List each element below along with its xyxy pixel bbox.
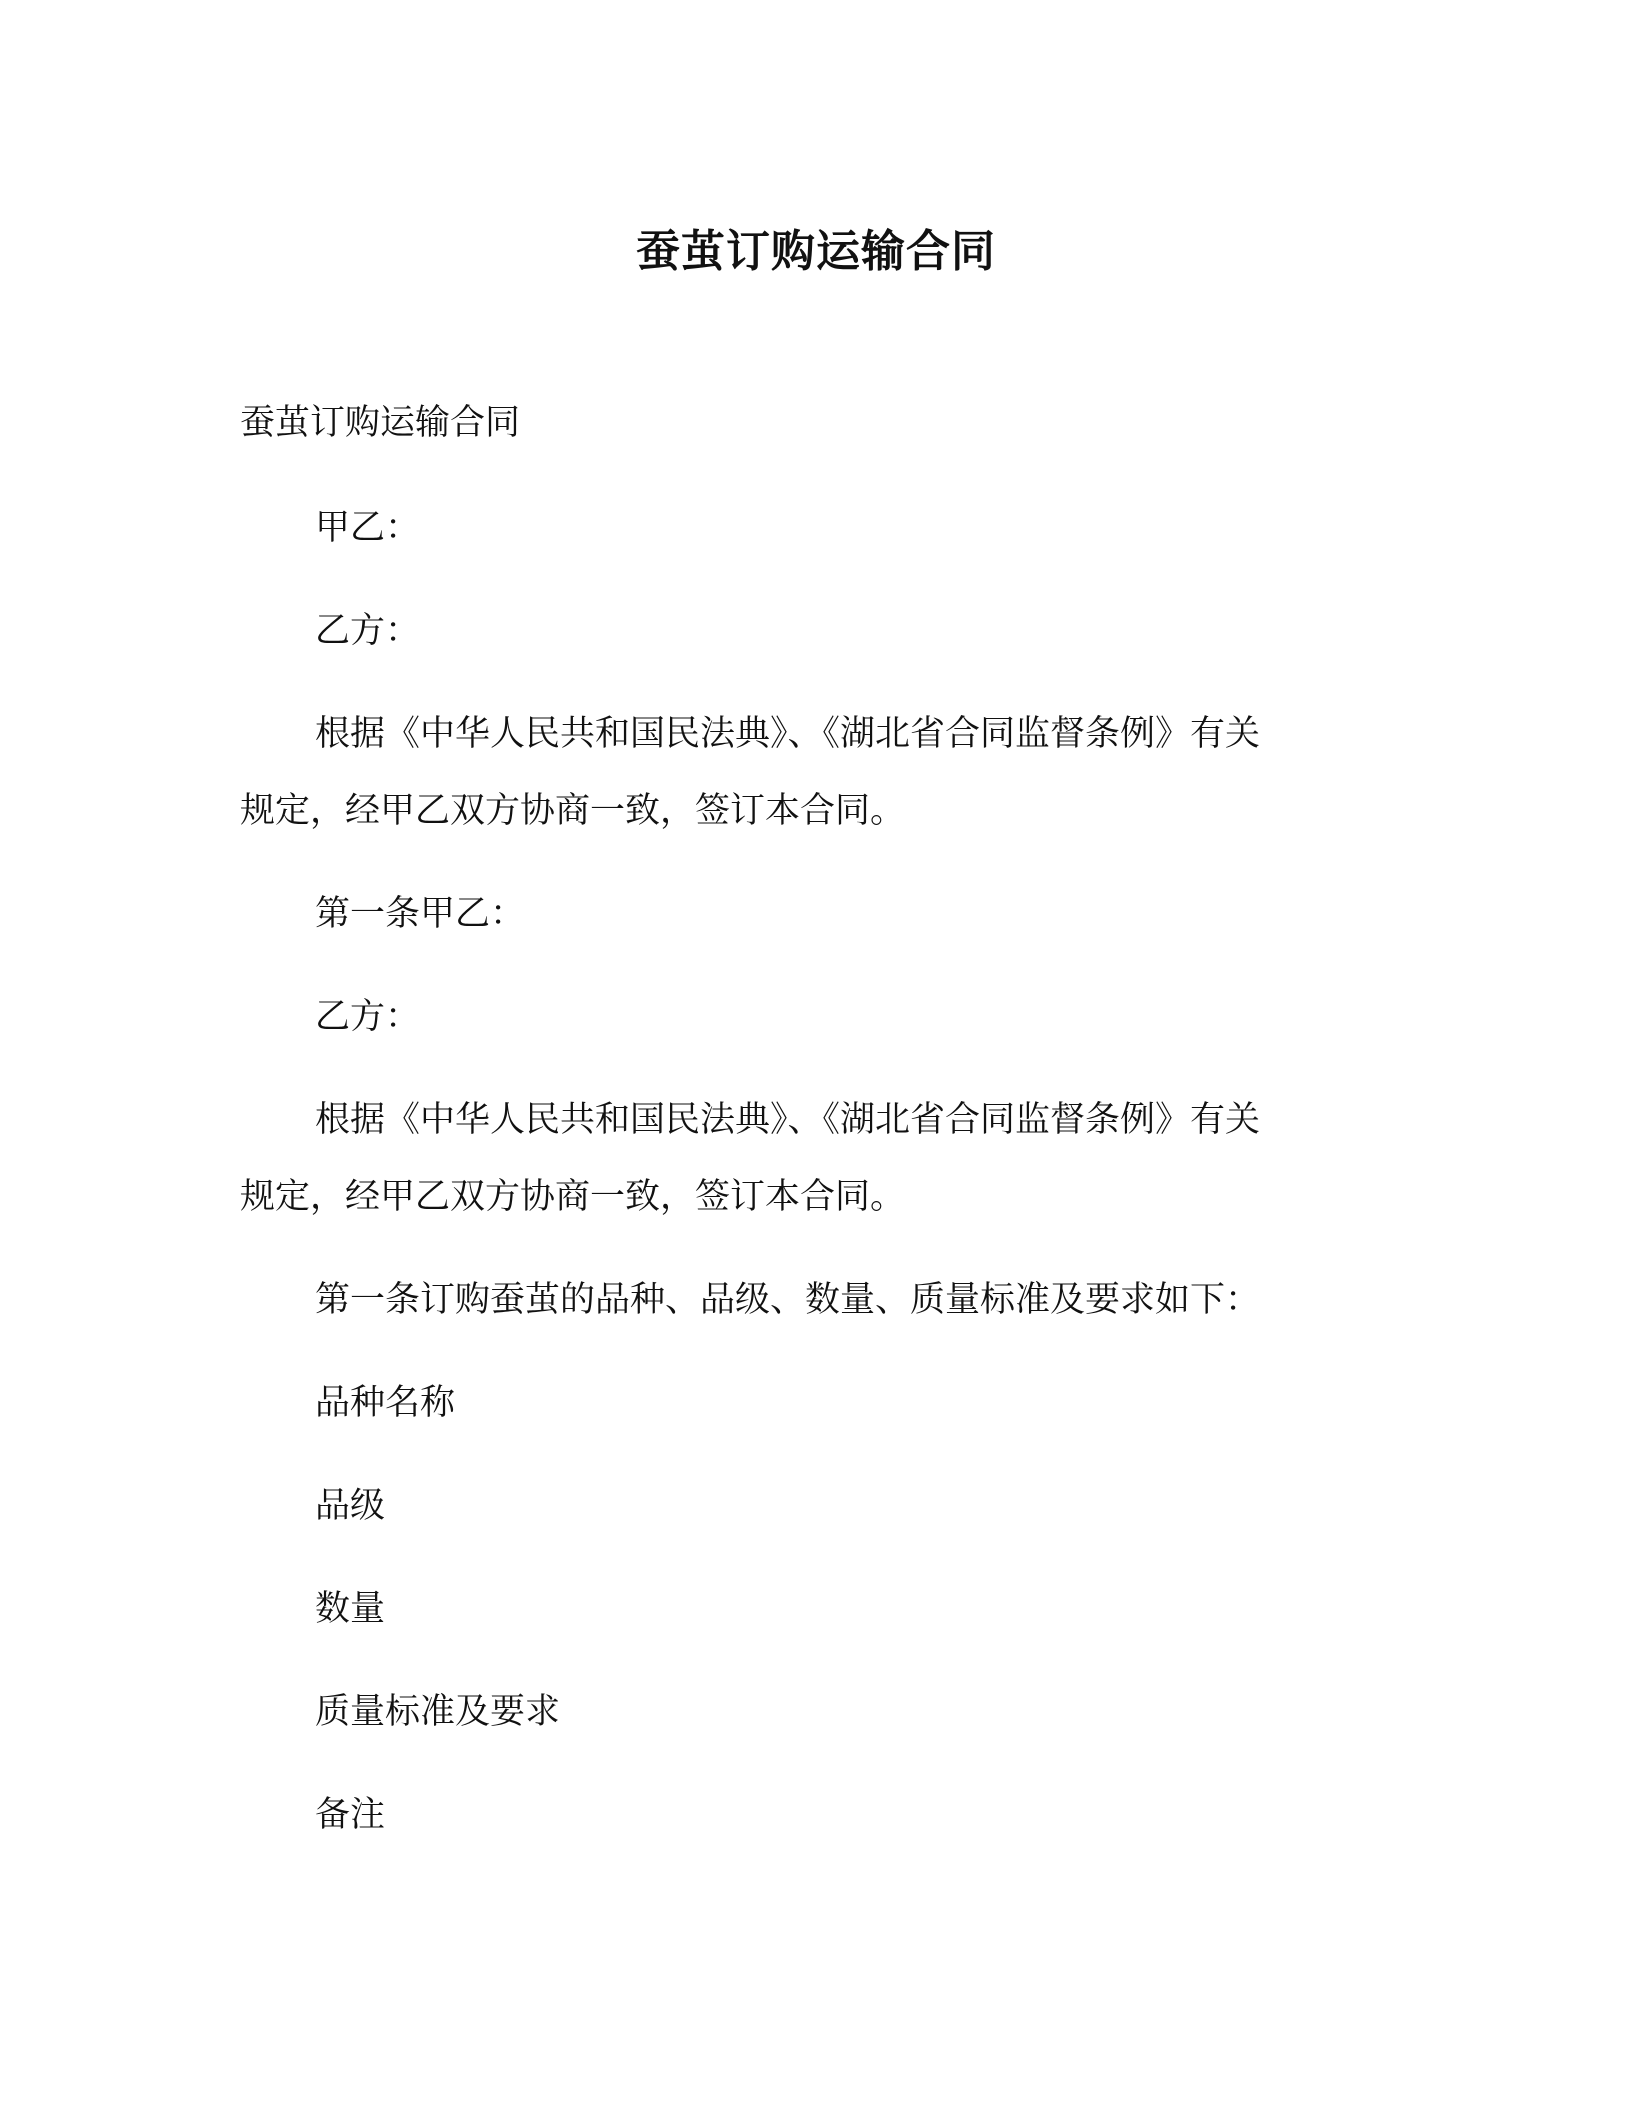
field-label: 品级 [315,1486,386,1526]
paragraph-line: 规定，经甲乙双方协商一致，签订本合同。 [240,1177,906,1217]
party-b-line: 乙方： [315,997,421,1037]
paragraph-line: 规定，经甲乙双方协商一致，签订本合同。 [240,791,906,831]
paragraph-line: 根据《中华人民共和国民法典》、《湖北省合同监督条例》有关 [315,714,1261,754]
party-a-line: 甲乙： [315,508,421,548]
subtitle-line: 蚕茧订购运输合同 [240,403,521,443]
paragraph-line: 根据《中华人民共和国民法典》、《湖北省合同监督条例》有关 [315,1100,1261,1140]
party-b-line: 乙方： [315,611,421,651]
article-heading-line: 第一条甲乙： [315,894,526,934]
field-label: 质量标准及要求 [315,1692,561,1732]
field-label: 数量 [315,1589,386,1629]
document-title: 蚕茧订购运输合同 [636,226,996,277]
field-label: 备注 [315,1795,386,1835]
article-heading-line: 第一条订购蚕茧的品种、品级、数量、质量标准及要求如下： [315,1280,1261,1320]
field-label: 品种名称 [315,1383,456,1423]
